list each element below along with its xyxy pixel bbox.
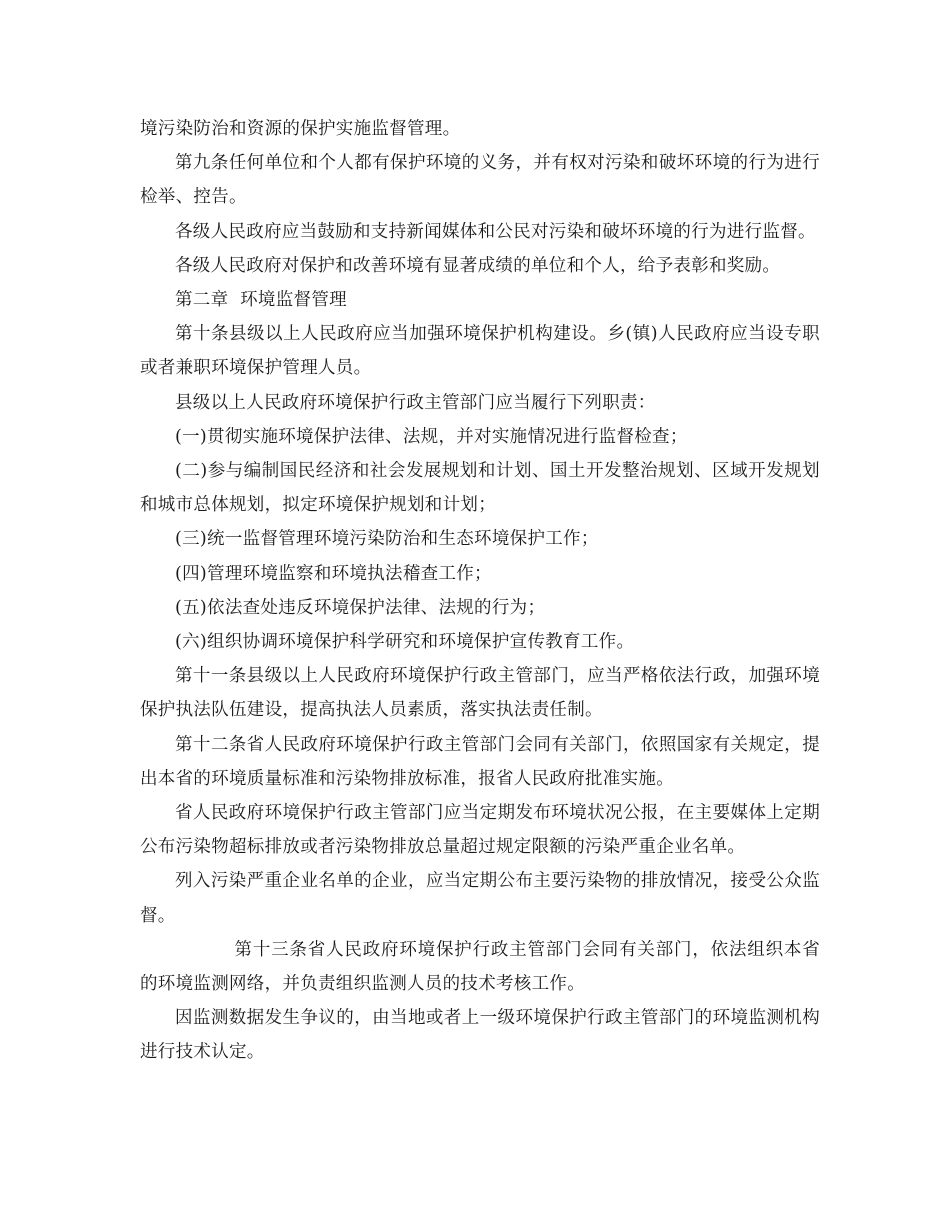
paragraph: 各级人民政府应当鼓励和支持新闻媒体和公民对污染和破坏环境的行为进行监督。 bbox=[175, 221, 816, 242]
paragraph: 县级以上人民政府环境保护行政主管部门应当履行下列职责： bbox=[175, 392, 656, 413]
paragraph: 列入污染严重企业名单的企业，应当定期公布主要污染物的排放情况，接受公众监督。 bbox=[140, 871, 820, 926]
list-item: (五)依法查处违反环境保护法律、法规的行为； bbox=[175, 597, 546, 618]
paragraph: 第十二条省人民政府环境保护行政主管部门会同有关部门，依照国家有关规定，提出本省的环境质量标准和污染物排放标准，报省人民政府批准实施。 bbox=[140, 734, 820, 789]
paragraph: 因监测数据发生争议的，由当地或者上一级环境保护行政主管部门的环境监测机构进行技术认定。 bbox=[140, 1008, 820, 1063]
list-item: (四)管理环境监察和环境执法稽查工作； bbox=[175, 563, 492, 584]
list-item: (一)贯彻实施环境保护法律、法规，并对实施情况进行监督检查； bbox=[175, 426, 688, 447]
paragraph: 第十一条县级以上人民政府环境保护行政主管部门，应当严格依法行政，加强环境保护执法队伍建设，提高执法人员素质，落实执法责任制。 bbox=[140, 666, 820, 721]
paragraph: 第九条任何单位和个人都有保护环境的义务，并有权对污染和破坏环境的行为进行检举、控告。 bbox=[140, 153, 820, 208]
paragraph: 境污染防治和资源的保护实施监督管理。 bbox=[140, 119, 461, 139]
paragraph: 第十条县级以上人民政府应当加强环境保护机构建设。乡(镇)人民政府应当设专职或者兼职环境保护管理人员。 bbox=[140, 324, 820, 379]
chapter-heading: 第二章 环境监督管理 bbox=[175, 290, 347, 311]
paragraph: 各级人民政府对保护和改善环境有显著成绩的单位和个人，给予表彰和奖励。 bbox=[175, 255, 781, 276]
paragraph: 第十三条省人民政府环境保护行政主管部门会同有关部门，依法组织本省的环境监测网络，并负责组织监测人员的技术考核工作。 bbox=[140, 939, 820, 995]
list-item: (三)统一监督管理环境污染防治和生态环境保护工作； bbox=[175, 529, 599, 550]
list-item: (二)参与编制国民经济和社会发展规划和计划、国土开发整治规划、区域开发规划和城市总体规划，拟定环境保护规划和计划； bbox=[140, 461, 820, 516]
list-item: (六)组织协调环境保护科学研究和环境保护宣传教育工作。 bbox=[175, 632, 635, 653]
paragraph: 省人民政府环境保护行政主管部门应当定期发布环境状况公报，在主要媒体上定期公布污染物超标排放或者污染物排放总量超过规定限额的污染严重企业名单。 bbox=[140, 803, 820, 858]
document-body bbox=[140, 112, 820, 1070]
